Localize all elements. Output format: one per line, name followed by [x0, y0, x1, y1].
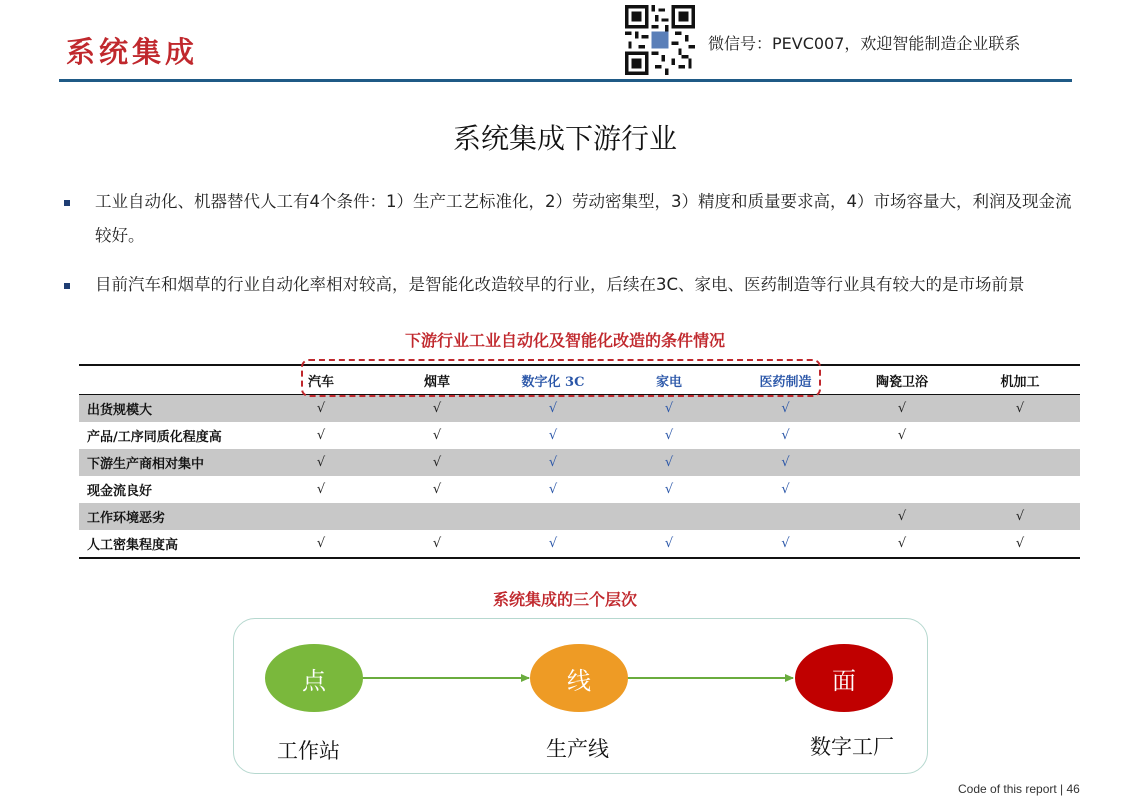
table-cell: √: [548, 482, 558, 497]
node-plane: [795, 644, 893, 712]
row-label: 出货规模大: [79, 395, 263, 423]
table-cell: √: [727, 530, 844, 558]
table-cell: √: [844, 395, 960, 423]
table-cell: √: [316, 482, 326, 497]
table-cell: √: [844, 503, 960, 530]
column-header: 烟草: [379, 365, 495, 395]
row-label: 人工密集程度高: [79, 530, 263, 558]
table-cell: √: [495, 530, 611, 558]
node-symbol: 面: [832, 666, 856, 695]
row-label: 产品/工序同质化程度高: [87, 430, 222, 445]
table-cell: √: [379, 395, 495, 423]
table-cell: √: [781, 482, 790, 497]
table-cell: √: [611, 530, 727, 558]
column-header: 陶瓷卫浴: [844, 365, 960, 395]
table-cell: √: [548, 428, 558, 443]
table-cell: √: [960, 530, 1080, 558]
column-header: 汽车: [263, 365, 379, 395]
footer-text: Code of this report | 46: [958, 782, 1080, 796]
table-cell: √: [781, 428, 790, 443]
table-cell: √: [263, 395, 379, 423]
table-title: 下游行业工业自动化及智能化改造的条件情况: [404, 331, 725, 350]
brand-title: 系统集成: [66, 35, 199, 69]
table-cell: √: [495, 449, 611, 476]
table-cell: √: [495, 395, 611, 423]
node-label-production-line: 生产线: [546, 737, 609, 761]
table-cell: √: [664, 428, 674, 443]
column-header: 家电: [611, 365, 727, 395]
column-header: 机加工: [960, 365, 1080, 395]
node-symbol: 点: [302, 666, 326, 695]
node-symbol: 线: [567, 666, 591, 695]
node-label-workstation: 工作站: [277, 739, 340, 763]
table-cell: √: [664, 482, 674, 497]
row-label: 工作环境恶劣: [79, 503, 263, 530]
row-label: 下游生产商相对集中: [79, 449, 263, 476]
wechat-contact-text: 微信号：PEVC007，欢迎智能制造企业联系: [708, 34, 1021, 53]
table-cell: √: [379, 449, 495, 476]
table-cell: √: [960, 395, 1080, 423]
table-cell: √: [844, 530, 960, 558]
table-cell: √: [727, 449, 844, 476]
table-cell: √: [263, 530, 379, 558]
row-label: 现金流良好: [87, 484, 153, 499]
table-cell: √: [611, 449, 727, 476]
table-cell: √: [960, 503, 1080, 530]
bullet-text-1: 工业自动化、机器替代人工有4个条件：1）生产工艺标准化，2）劳动密集型，3）精度和质量要求高，4）市场容量大，利润及现金流较好。: [95, 192, 1072, 245]
table-cell: √: [611, 395, 727, 423]
node-label-digital-factory: 数字工厂: [810, 735, 894, 759]
diagram-title: 系统集成的三个层次: [492, 590, 637, 609]
table-cell: √: [432, 482, 442, 497]
table-cell: √: [263, 449, 379, 476]
column-header: 数字化 3C: [495, 365, 611, 395]
table-cell: √: [316, 428, 326, 443]
bullet-text-2: 目前汽车和烟草的行业自动化率相对较高，是智能化改造较早的行业，后续在3C、家电、医药制造等行业具有较大的是市场前景: [95, 275, 1025, 294]
table-cell: √: [897, 428, 907, 443]
table-cell: √: [379, 530, 495, 558]
node-point: [265, 644, 363, 712]
table-cell: √: [727, 395, 844, 423]
column-header: 医药制造: [727, 365, 844, 395]
node-line: [530, 644, 628, 712]
page-title: 系统集成下游行业: [452, 122, 677, 155]
table-cell: √: [432, 428, 442, 443]
